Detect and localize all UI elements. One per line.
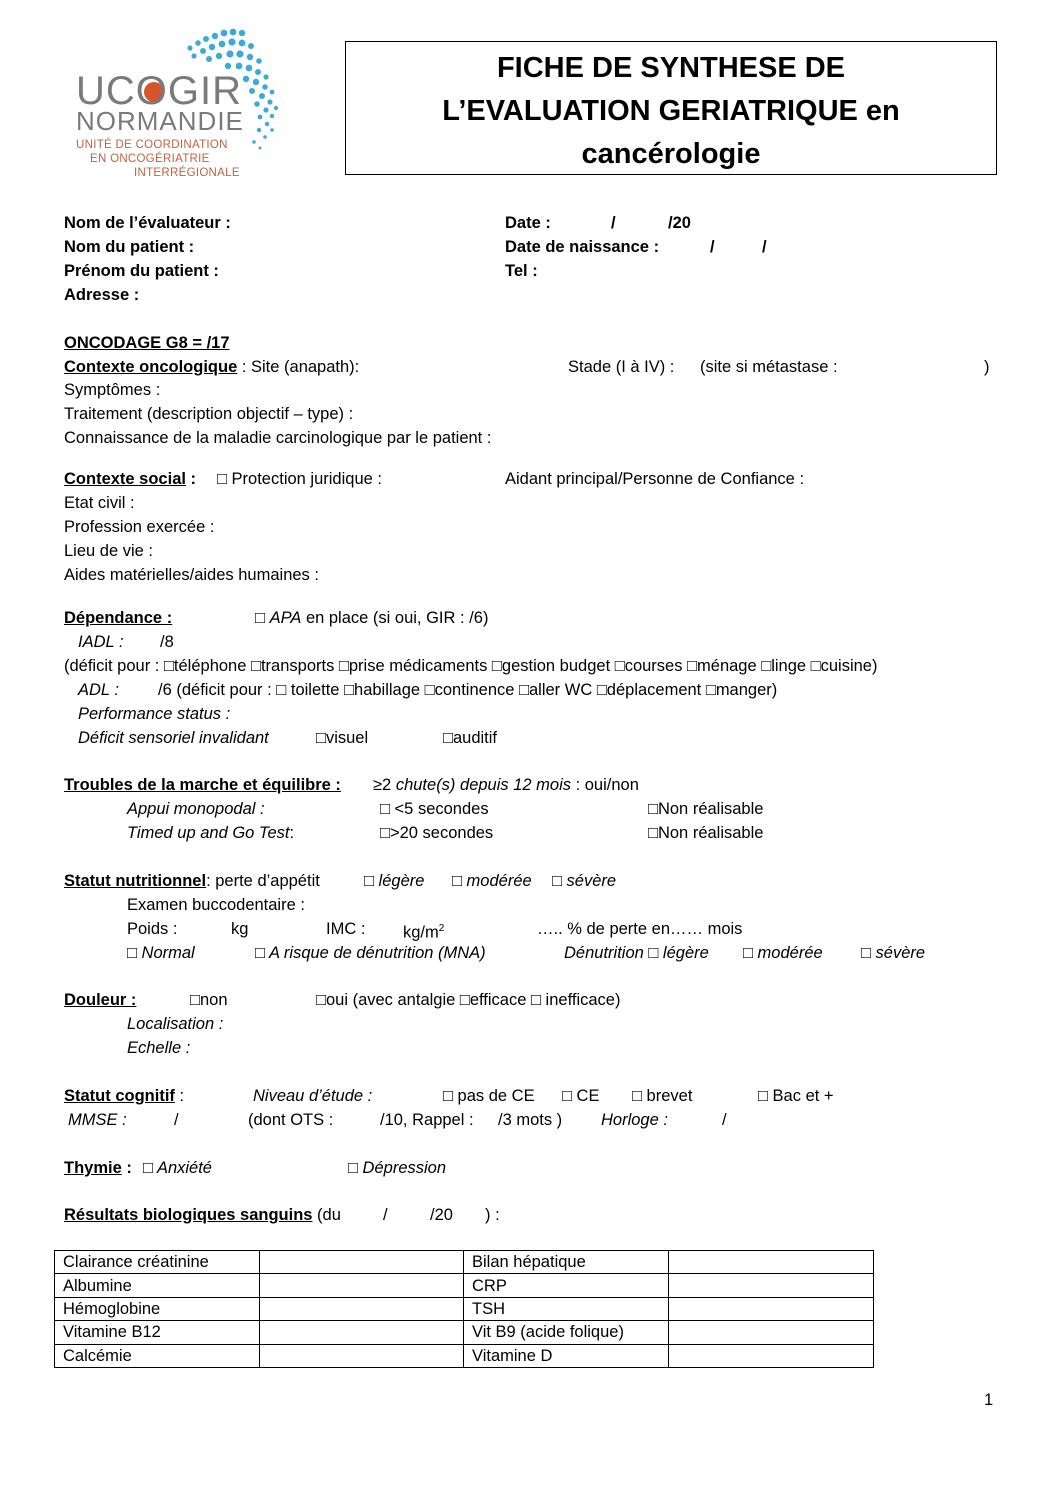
horloge-sep: / <box>722 1111 727 1129</box>
table-row <box>55 1344 874 1367</box>
lab-name-right: Bilan hépatique <box>464 1251 669 1274</box>
lab-name-right: TSH <box>464 1297 669 1320</box>
contexte-oncologique <box>64 357 359 377</box>
risque-denutrition-checkbox[interactable]: □ A risque de dénutrition (MNA) <box>255 944 486 962</box>
timed-up-go-text: Timed up and Go Test <box>127 824 290 842</box>
echelle-label: Echelle : <box>127 1039 191 1057</box>
lab-value-left[interactable] <box>260 1344 464 1367</box>
poids-unit: kg <box>231 920 249 938</box>
iadl-score: /8 <box>160 633 174 651</box>
apa-italic: APA <box>269 609 302 627</box>
lab-name-right: CRP <box>464 1274 669 1297</box>
lab-value-right[interactable] <box>669 1297 874 1320</box>
adl-label: ADL : <box>78 681 119 699</box>
adl-deficit-list[interactable]: /6 (déficit pour : □ toilette □habillage □continence □aller WC □déplacement □manger) <box>158 681 778 699</box>
statut-nutritionnel <box>64 871 320 891</box>
oncodage-g8: ONCODAGE G8 = /17 <box>64 334 230 352</box>
contexte-social <box>64 469 196 489</box>
apa-checkbox[interactable] <box>255 608 488 628</box>
appetit-moderee-checkbox[interactable]: □ modérée <box>452 872 532 890</box>
douleur-label: Douleur : <box>64 991 137 1009</box>
thymie <box>64 1158 132 1178</box>
deficit-sensoriel-label: Déficit sensoriel invalidant <box>78 729 269 747</box>
lab-name-left: Clairance créatinine <box>55 1251 260 1274</box>
etat-civil-label: Etat civil : <box>64 494 135 512</box>
lab-value-right[interactable] <box>669 1274 874 1297</box>
depression-checkbox[interactable]: □ Dépression <box>348 1159 447 1177</box>
appetit-severe-checkbox[interactable]: □ sévère <box>552 872 617 890</box>
thymie-colon: : <box>121 1159 132 1177</box>
localisation-label: Localisation : <box>127 1015 224 1033</box>
patient-prenom-label: Prénom du patient : <box>64 262 219 280</box>
connaissance-label: Connaissance de la maladie carcinologique par le patient : <box>64 429 492 447</box>
dependance-label: Dépendance : <box>64 609 173 627</box>
timed-up-go-label <box>127 823 294 843</box>
adresse-label: Adresse : <box>64 286 140 304</box>
contexte-oncologique-label: Contexte oncologique <box>64 358 238 376</box>
evaluateur-label: Nom de l’évaluateur : <box>64 214 231 232</box>
title-line3: cancérologie <box>581 138 761 170</box>
niveau-etude-label: Niveau d’étude : <box>253 1087 373 1105</box>
logo-line1: UCOGIR <box>76 69 242 113</box>
imc-unit-sup: 2 <box>438 923 445 934</box>
mmse-sep: / <box>174 1111 179 1129</box>
auditif-checkbox[interactable]: □auditif <box>443 729 497 747</box>
contexte-social-label: Contexte social <box>64 470 186 488</box>
iadl-deficit-list[interactable]: (déficit pour : □téléphone □transports □prise médicaments □gestion budget □courses □ménage □linge □cuisine) <box>64 657 878 675</box>
naissance-sep2: / <box>762 238 767 256</box>
horloge-label: Horloge : <box>601 1111 668 1129</box>
bac-checkbox[interactable]: □ Bac et + <box>758 1087 834 1105</box>
statut-cognitif <box>64 1086 184 1106</box>
naissance-sep1: / <box>710 238 715 256</box>
chute-italic: chute(s) depuis 12 mois <box>395 776 571 794</box>
protection-juridique-checkbox[interactable]: □ Protection juridique : <box>217 470 382 488</box>
profession-label: Profession exercée : <box>64 518 215 536</box>
apa-rest: en place (si oui, GIR : /6) <box>301 609 489 627</box>
date-sep2: /20 <box>668 214 691 232</box>
nutrition-normal-checkbox[interactable]: □ Normal <box>127 944 195 962</box>
table-row <box>55 1251 874 1274</box>
aidant-label: Aidant principal/Personne de Confiance : <box>505 470 805 488</box>
chute-pre: ≥2 <box>373 776 396 794</box>
lab-value-left[interactable] <box>260 1321 464 1344</box>
biologie-date-sep2: /20 <box>430 1206 453 1224</box>
logo-sub2: EN ONCOGÉRIATRIE <box>90 153 210 165</box>
logo-sub3: INTERRÉGIONALE <box>134 167 240 179</box>
examen-buccodentaire-label: Examen buccodentaire : <box>127 896 305 914</box>
lab-results-table <box>54 1250 874 1368</box>
date-sep1: / <box>611 214 616 232</box>
visuel-checkbox[interactable]: □visuel <box>316 729 369 747</box>
denutrition-legere-checkbox[interactable]: Dénutrition □ légère <box>564 944 709 962</box>
table-row <box>55 1297 874 1320</box>
stade-label: Stade (I à IV) : <box>568 358 675 376</box>
contexte-oncologique-rest: : Site (anapath): <box>237 358 360 376</box>
page-number: 1 <box>984 1391 994 1409</box>
lab-name-left: Vitamine B12 <box>55 1321 260 1344</box>
thymie-label: Thymie <box>64 1159 122 1177</box>
title-line2: L’EVALUATION GERIATRIQUE en <box>442 95 900 127</box>
douleur-oui-checkbox[interactable]: □oui (avec antalgie □efficace □ inefficace) <box>316 991 621 1009</box>
lab-name-right: Vit B9 (acide folique) <box>464 1321 669 1344</box>
aides-label: Aides matérielles/aides humaines : <box>64 566 319 584</box>
perte-poids-label: ….. % de perte en…… mois <box>537 920 743 938</box>
imc-unit <box>403 919 444 943</box>
title-box <box>345 41 997 175</box>
logo-sub1: UNITÉ DE COORDINATION <box>76 139 228 151</box>
statut-cognitif-label: Statut cognitif <box>64 1087 175 1105</box>
performance-status-label: Performance status : <box>78 705 231 723</box>
dont-ots-label: (dont OTS : <box>248 1111 334 1129</box>
table-row <box>55 1274 874 1297</box>
appui-non-realisable-checkbox[interactable]: □Non réalisable <box>648 800 764 818</box>
resultats-du: (du <box>312 1206 341 1224</box>
imc-unit-text: kg/m <box>403 923 439 942</box>
apa-box: □ <box>255 609 270 627</box>
title-line1: FICHE DE SYNTHESE DE <box>496 52 846 84</box>
appui-5s-checkbox[interactable]: □ <5 secondes <box>380 800 489 818</box>
table-row <box>55 1321 874 1344</box>
appetit-legere-checkbox[interactable]: □ légère <box>364 872 425 890</box>
biologie-close: ) : <box>485 1206 500 1224</box>
rappel-mots-label: /3 mots ) <box>498 1111 563 1129</box>
lab-name-left: Calcémie <box>55 1344 260 1367</box>
douleur-non-checkbox[interactable]: □non <box>190 991 228 1009</box>
biologie-date-sep1: / <box>383 1206 388 1224</box>
iadl-label: IADL : <box>78 633 124 651</box>
ucogir-logo <box>72 26 287 186</box>
contexte-social-colon: : <box>185 470 197 488</box>
naissance-label: Date de naissance : <box>505 238 660 256</box>
lab-name-left: Albumine <box>55 1274 260 1297</box>
perte-appetit-label: : perte d’appétit <box>206 872 320 890</box>
poids-label: Poids : <box>127 920 178 938</box>
lab-name-left: Hémoglobine <box>55 1297 260 1320</box>
tel-label: Tel : <box>505 262 538 280</box>
denutrition-severe-checkbox[interactable]: □ sévère <box>861 944 926 962</box>
appui-monopodal-label: Appui monopodal : <box>127 800 265 818</box>
lab-value-left[interactable] <box>260 1274 464 1297</box>
ce-checkbox[interactable]: □ CE <box>562 1087 600 1105</box>
timed-non-realisable-checkbox[interactable]: □Non réalisable <box>648 824 764 842</box>
traitement-label: Traitement (description objectif – type) : <box>64 405 354 423</box>
lieu-de-vie-label: Lieu de vie : <box>64 542 153 560</box>
site-metastase-close: ) <box>984 358 990 376</box>
logo-line2: NORMANDIE <box>76 106 244 136</box>
lab-value-left[interactable] <box>260 1297 464 1320</box>
date-label: Date : <box>505 214 551 232</box>
anxiete-checkbox[interactable]: □ Anxiété <box>143 1159 212 1177</box>
lab-value-left[interactable] <box>260 1251 464 1274</box>
lab-value-right[interactable] <box>669 1251 874 1274</box>
denutrition-moderee-checkbox[interactable]: □ modérée <box>743 944 823 962</box>
marche-label: Troubles de la marche et équilibre : <box>64 776 341 794</box>
lab-name-right: Vitamine D <box>464 1344 669 1367</box>
lab-value-right[interactable] <box>669 1344 874 1367</box>
statut-cognitif-colon: : <box>174 1087 185 1105</box>
chute-line <box>373 775 639 795</box>
patient-nom-label: Nom du patient : <box>64 238 195 256</box>
lab-value-right[interactable] <box>669 1321 874 1344</box>
pas-de-ce-checkbox[interactable]: □ pas de CE <box>443 1087 535 1105</box>
brevet-checkbox[interactable]: □ brevet <box>632 1087 693 1105</box>
timed-20s-checkbox[interactable]: □>20 secondes <box>380 824 494 842</box>
resultats-biologiques <box>64 1205 341 1225</box>
imc-label: IMC : <box>326 920 366 938</box>
resultats-biologiques-label: Résultats biologiques sanguins <box>64 1206 313 1224</box>
statut-nutritionnel-label: Statut nutritionnel <box>64 872 207 890</box>
timed-up-go-colon: : <box>289 824 295 842</box>
chute-post: : oui/non <box>571 776 639 794</box>
ots-rappel-label: /10, Rappel : <box>380 1111 474 1129</box>
symptomes-label: Symptômes : <box>64 381 161 399</box>
site-metastase-label: (site si métastase : <box>700 358 838 376</box>
mmse-label: MMSE : <box>68 1111 127 1129</box>
